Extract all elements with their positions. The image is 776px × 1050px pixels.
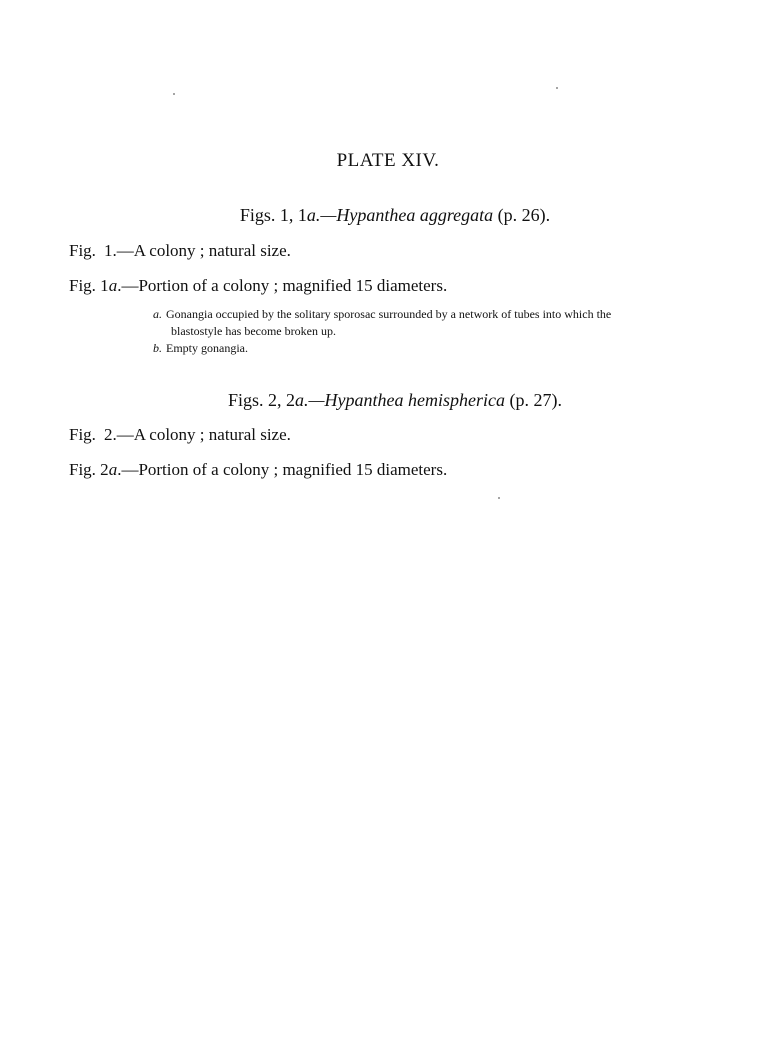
fig-label: Fig. 2 (69, 460, 109, 479)
note-text: Empty gonangia. (166, 341, 248, 355)
fig-label: Fig. (69, 241, 96, 260)
heading-dash: .— (315, 205, 337, 225)
fig-1a-caption (69, 276, 447, 296)
fig-letter: a (108, 460, 118, 479)
heading-letter: a (306, 205, 316, 225)
heading-letter: a (295, 390, 305, 410)
heading-prefix: Figs. 1, 1 (239, 205, 307, 225)
note-text-line2: blastostyle has become broken up. (171, 324, 336, 338)
fig-1-caption (69, 241, 291, 261)
fig-text: .—Portion of a colony ; magnified 15 diameters. (117, 276, 448, 295)
section-heading-figs-2 (7, 390, 776, 411)
fig-text: .—Portion of a colony ; magnified 15 diameters. (117, 460, 448, 479)
fig-label: Fig. 1 (69, 276, 109, 295)
scan-speck (498, 497, 500, 499)
note-letter: a. (153, 307, 162, 321)
scan-speck (556, 87, 558, 89)
heading-prefix: Figs. 2, 2 (227, 390, 296, 410)
fig-text: 2.—A colony ; natural size. (103, 425, 291, 444)
note-b (153, 340, 248, 357)
heading-species: Hypanthea hemispherica (324, 390, 505, 410)
plate-title: PLATE XIV. (336, 150, 440, 171)
heading-page: (p. 27). (505, 390, 562, 410)
fig-text: 1.—A colony ; natural size. (103, 241, 291, 260)
fig-letter: a (108, 276, 118, 295)
heading-page: (p. 26). (493, 205, 551, 225)
heading-species: Hypanthea aggregata (336, 205, 494, 225)
scan-speck (173, 93, 175, 95)
note-letter: b. (153, 341, 162, 355)
fig-2-caption (69, 425, 291, 445)
heading-dash: .— (304, 390, 325, 410)
note-text-line1: Gonangia occupied by the solitary sporosac surrounded by a network of tubes into which the (166, 307, 612, 321)
fig-2a-caption (69, 460, 447, 480)
note-a (153, 306, 733, 340)
fig-label: Fig. (69, 425, 96, 444)
section-heading-figs-1 (7, 205, 776, 226)
